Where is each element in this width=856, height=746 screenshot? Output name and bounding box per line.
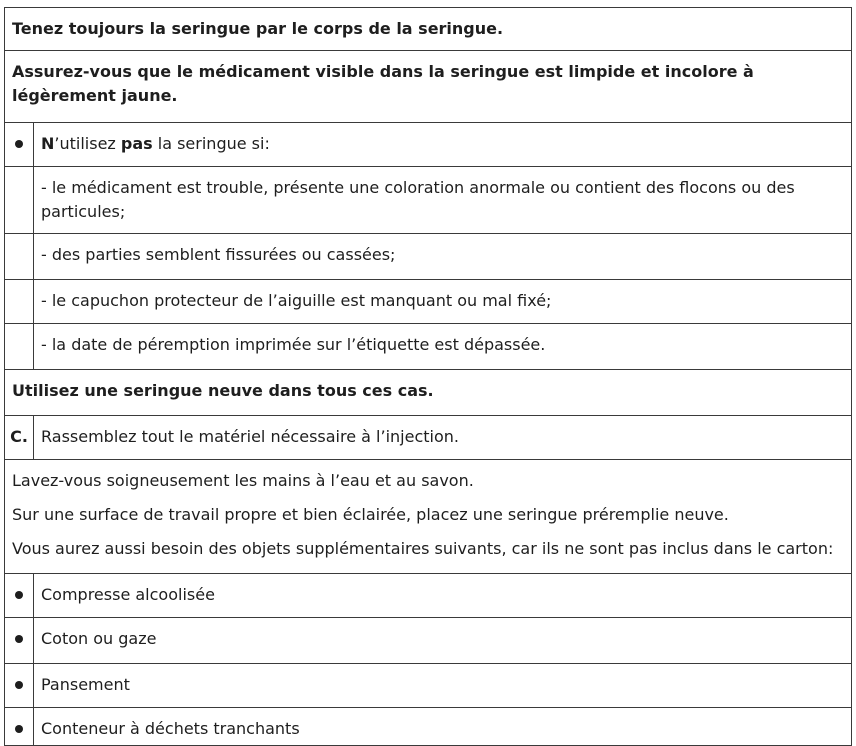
warning-text-part: la seringue si: [152, 134, 270, 153]
bullet-cell [5, 664, 34, 707]
supply-row [4, 574, 852, 618]
condition-text: - le médicament est trouble, présente une coloration anormale ou contient des flocons ou des particules; [41, 178, 795, 221]
supply-item: Pansement [41, 675, 130, 694]
bullet-icon [15, 591, 23, 599]
supply-row [4, 664, 852, 708]
condition-text: - le capuchon protecteur de l’aiguille est manquant ou mal fixé; [41, 291, 552, 310]
instruction-document [4, 7, 852, 746]
bullet-cell [5, 123, 34, 166]
instruction-text: Utilisez une seringue neuve dans tous ces cas. [12, 381, 434, 400]
empty-cell [5, 234, 34, 279]
step-text: Rassemblez tout le matériel nécessaire à l’injection. [41, 427, 459, 446]
condition-row-cap [4, 280, 852, 324]
preparation-paragraph: Vous aurez aussi besoin des objets supplémentaires suivants, car ils ne sont pas inclus dans le carton: [12, 539, 834, 558]
condition-row-cloudy [4, 167, 852, 234]
bullet-cell [5, 574, 34, 617]
step-row-c [4, 416, 852, 460]
bullet-icon [15, 140, 23, 148]
empty-cell [5, 280, 34, 323]
warning-emphasis: pas [120, 134, 153, 153]
condition-text: - des parties semblent fissurées ou cassées; [41, 245, 396, 264]
bullet-cell [5, 618, 34, 663]
warning-initial: N [41, 134, 55, 153]
instruction-text: Assurez-vous que le médicament visible dans la seringue est limpide et incolore à légèrement jaune. [12, 62, 754, 105]
instruction-text: Tenez toujours la seringue par le corps de la seringue. [12, 19, 504, 38]
step-label: C. [5, 416, 34, 459]
preparation-paragraph: Lavez-vous soigneusement les mains à l’eau et au savon. [12, 471, 474, 490]
supply-row [4, 708, 852, 746]
preparation-text [5, 460, 851, 561]
condition-text: - la date de péremption imprimée sur l’étiquette est dépassée. [41, 335, 546, 354]
supply-item: Coton ou gaze [41, 629, 157, 648]
warning-text [34, 123, 851, 156]
preparation-row [4, 460, 852, 574]
preparation-paragraph: Sur une surface de travail propre et bien éclairée, placez une seringue préremplie neuve. [12, 505, 729, 524]
instruction-row-new-syringe [4, 370, 852, 416]
condition-row-expiry [4, 324, 852, 370]
bullet-icon [15, 635, 23, 643]
instruction-row-check-medication [4, 51, 852, 123]
warning-text-part: ’utilisez [54, 134, 121, 153]
supply-item: Compresse alcoolisée [41, 585, 215, 604]
instruction-row-hold [4, 7, 852, 51]
condition-row-cracked [4, 234, 852, 280]
bullet-cell [5, 708, 34, 745]
supply-item: Conteneur à déchets tranchants [41, 719, 300, 738]
bullet-icon [15, 725, 23, 733]
supply-row [4, 618, 852, 664]
warning-row-do-not-use [4, 123, 852, 167]
empty-cell [5, 324, 34, 369]
bullet-icon [15, 681, 23, 689]
empty-cell [5, 167, 34, 233]
